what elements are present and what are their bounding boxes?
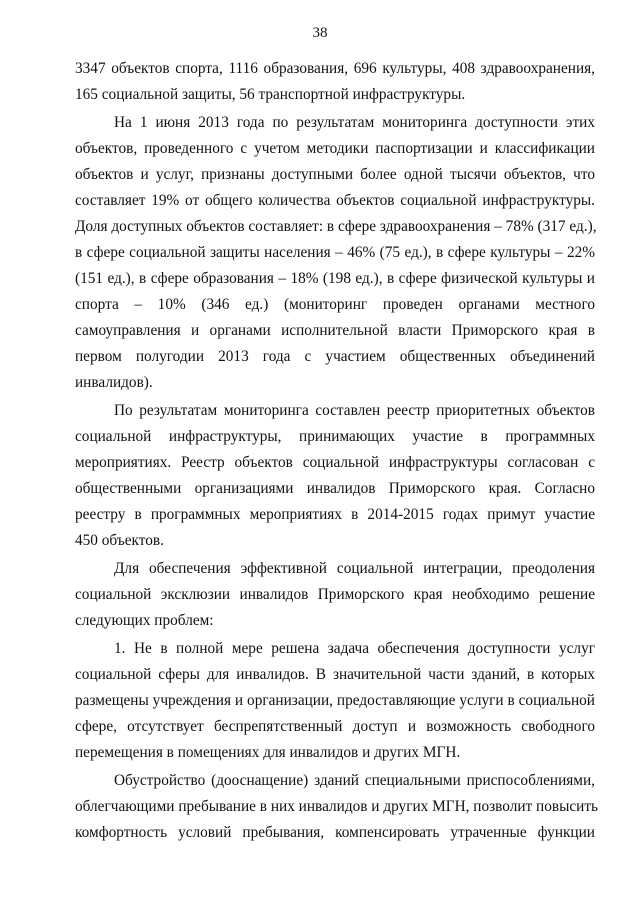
paragraph	[75, 768, 599, 846]
text-line: спорта – 10% (346 ед.) (мониторинг проведен органами местного	[75, 296, 595, 313]
text-line: самоуправления и органами исполнительной власти Приморского края в	[75, 322, 595, 339]
numbered-item	[75, 636, 595, 766]
text-line: По результатам мониторинга составлен реестр приоритетных объектов	[114, 402, 595, 419]
text-line: 3347 объектов спорта, 1116 образования, 696 культуры, 408 здравоохранения,	[75, 60, 595, 77]
page-number: 38	[312, 25, 328, 41]
text-line: следующих проблем:	[75, 612, 214, 629]
text-line: в сфере социальной защиты населения – 46% (75 ед.), в сфере культуры – 22%	[75, 244, 595, 261]
document-body	[75, 56, 599, 846]
text-line: общественными организациями инвалидов Приморского края. Согласно	[75, 480, 595, 497]
paragraph	[75, 556, 595, 634]
paragraph	[75, 56, 595, 108]
text-line: социальной сферы для инвалидов. В значительной части зданий, в которых	[75, 666, 595, 683]
text-line: 450 объектов.	[75, 532, 164, 549]
text-line: объектов и услуг, признаны доступными более одной тысячи объектов, что	[75, 166, 595, 183]
text-line: составляет 19% от общего количества объектов социальной инфраструктуры.	[75, 192, 595, 209]
text-line: инвалидов).	[75, 374, 153, 391]
text-line: 165 социальной защиты, 56 транспортной инфраструктуры.	[75, 86, 466, 103]
text-line: облегчающими пребывание в них инвалидов и других МГН, позволит повысить	[75, 798, 599, 815]
text-line: социальной эксклюзии инвалидов Приморского края необходимо решение	[75, 586, 595, 603]
text-line: перемещения в помещениях для инвалидов и других МГН.	[75, 744, 461, 761]
text-line: мероприятиях. Реестр объектов социальной инфраструктуры согласован с	[75, 454, 595, 471]
text-line: социальной инфраструктуры, принимающих участие в программных	[75, 428, 595, 445]
text-line: объектов, проведенного с учетом методики паспортизации и классификации	[75, 140, 595, 157]
text-line: комфортность условий пребывания, компенсировать утраченные функции	[75, 824, 595, 841]
text-line: первом полугодии 2013 года с участием общественных объединений	[75, 348, 595, 365]
text-line: Доля доступных объектов составляет: в сфере здравоохранения – 78% (317 ед.),	[75, 218, 597, 235]
text-line: реестру в программных мероприятиях в 2014-2015 годах примут участие	[75, 506, 595, 523]
text-line: 1. Не в полной мере решена задача обеспечения доступности услуг	[114, 640, 595, 657]
paragraph	[75, 398, 595, 554]
text-line: На 1 июня 2013 года по результатам мониторинга доступности этих	[114, 114, 595, 131]
text-line: сфере, отсутствует беспрепятственный доступ и возможность свободного	[75, 718, 595, 735]
text-line: Для обеспечения эффективной социальной интеграции, преодоления	[114, 560, 595, 577]
text-line: размещены учреждения и организации, предоставляющие услуги в социальной	[75, 692, 595, 709]
text-line: (151 ед.), в сфере образования – 18% (198 ед.), в сфере физической культуры и	[75, 270, 595, 287]
paragraph	[75, 110, 595, 396]
text-line: Обустройство (дооснащение) зданий специальными приспособлениями,	[114, 772, 595, 789]
